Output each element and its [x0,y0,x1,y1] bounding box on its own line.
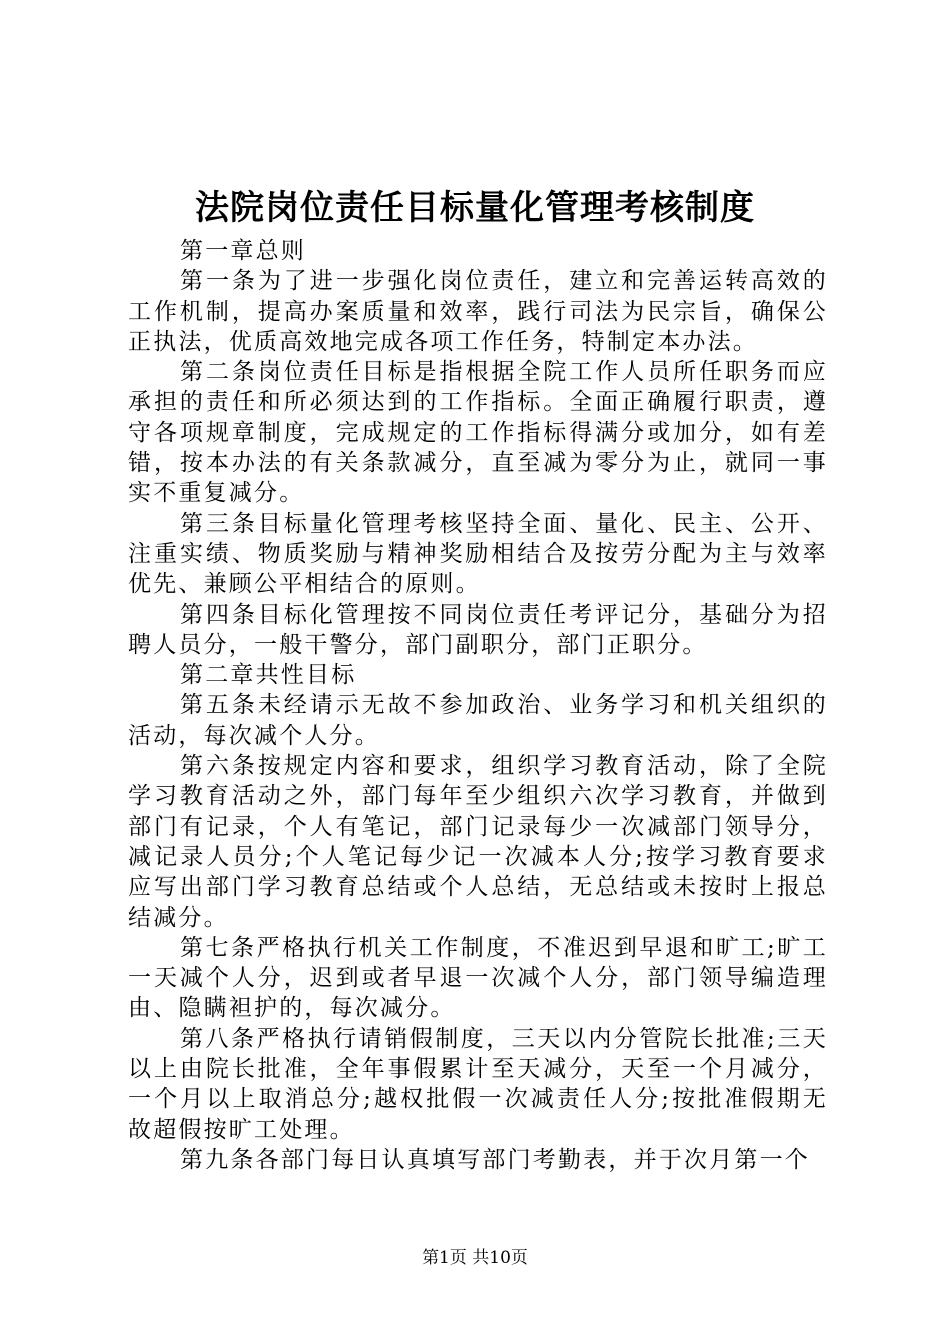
article-paragraph-6: 第六条按规定内容和要求，组织学习教育活动，除了全院学习教育活动之外，部门每年至少组织六次学习教育，并做到部门有记录，个人有笔记，部门记录每少一次减部门领导分，减记录人员分;个人笔记每少记一次减本人分;按学习教育要求应写出部门学习教育总结或个人总结，无总结或未按时上报总结减分。 [128,753,828,931]
page-number-footer: 第1页 共10页 [422,1248,528,1268]
document-body [128,236,828,1175]
article-paragraph-2: 第二条岗位责任目标是指根据全院工作人员所任职务而应承担的责任和所必须达到的工作指标。全面正确履行职责，遵守各项规章制度，完成规定的工作指标得满分或加分，如有差错，按本办法的有关条款减分，直至减为零分为止，就同一事实不重复减分。 [128,359,828,507]
chapter-heading-2: 第二章共性目标 [180,662,357,689]
article-paragraph-5: 第五条未经请示无故不参加政治、业务学习和机关组织的活动，每次减个人分。 [128,692,828,749]
chapter-heading-1: 第一章总则 [180,238,306,264]
article-paragraph-1: 第一条为了进一步强化岗位责任，建立和完善运转高效的工作机制，提高办案质量和效率，践行司法为民宗旨，确保公正执法，优质高效地完成各项工作任务，特制定本办法。 [128,268,828,355]
article-paragraph-7: 第七条严格执行机关工作制度，不准迟到早退和旷工;旷工一天减个人分，迟到或者早退一次减个人分，部门领导编造理由、隐瞒袒护的，每次减分。 [128,934,828,1022]
document-title: 法院岗位责任目标量化管理考核制度 [195,188,755,228]
article-paragraph-8: 第八条严格执行请销假制度，三天以内分管院长批准;三天以上由院长批准，全年事假累计至天减分，天至一个月减分，一个月以上取消总分;越权批假一次减责任人分;按批准假期无故超假按旷工处理。 [128,1025,828,1143]
article-paragraph-3: 第三条目标量化管理考核坚持全面、量化、民主、公开、注重实绩、物质奖励与精神奖励相结合及按劳分配为主与效率优先、兼顾公平相结合的原则。 [128,510,828,598]
article-paragraph-9: 第九条各部门每日认真填写部门考勤表，并于次月第一个 [180,1146,810,1173]
article-paragraph-4: 第四条目标化管理按不同岗位责任考评记分，基础分为招聘人员分，一般干警分，部门副职分，部门正职分。 [128,601,828,658]
